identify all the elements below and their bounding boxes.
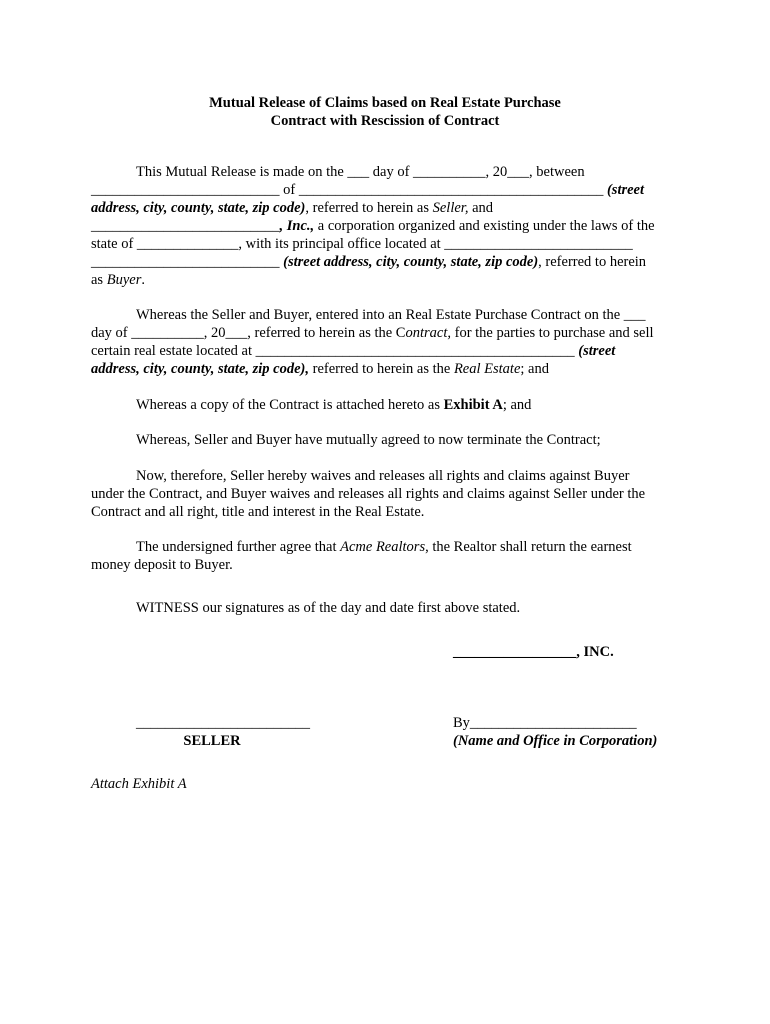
p1-blank: __________________________ bbox=[91, 218, 280, 234]
p1-text: and bbox=[468, 200, 494, 216]
p1-street-caption: (street bbox=[606, 182, 645, 198]
p2-street-caption: (street bbox=[578, 343, 616, 359]
p6-line-1 bbox=[91, 538, 681, 556]
p1-line-1: This Mutual Release is made on the ___ day of __________, 20___, between bbox=[136, 164, 585, 180]
p3-text: ; and bbox=[502, 397, 532, 413]
seller-signature-line: ________________________ bbox=[136, 715, 310, 731]
p3-text: Whereas a copy of the Contract is attached hereto as bbox=[136, 397, 444, 413]
p1-buyer-term: Buyer bbox=[106, 272, 142, 288]
paragraph-parties bbox=[91, 163, 681, 289]
p2-line-4 bbox=[91, 360, 681, 378]
p5-line-2: under the Contract, and Buyer waives and releases all rights and claims against Seller under the bbox=[91, 486, 646, 502]
p3-exhibit-term: Exhibit A bbox=[443, 397, 503, 413]
p4-line: Whereas, Seller and Buyer have mutually agreed to now terminate the Contract; bbox=[136, 432, 601, 448]
p1-seller-term: Seller, bbox=[432, 200, 469, 216]
p1-text: . bbox=[141, 272, 145, 288]
p1-line-4 bbox=[91, 217, 681, 235]
p2-address-caption: address, city, county, state, zip code), bbox=[91, 361, 310, 377]
p1-line-6 bbox=[91, 253, 681, 271]
paragraph-exhibit bbox=[91, 396, 681, 414]
p1-line-5: state of ______________, with its principal office located at __________________________ bbox=[91, 236, 633, 252]
p5-line-1: Now, therefore, Seller hereby waives and releases all rights and claims against Buyer bbox=[136, 468, 630, 484]
p6-text: The undersigned further agree that bbox=[136, 539, 341, 555]
p1-line-2 bbox=[91, 181, 681, 199]
p1-text: , referred to herein bbox=[538, 254, 647, 270]
paragraph-terminate bbox=[91, 431, 681, 449]
by-signature-line: By_______________________ bbox=[453, 715, 637, 731]
p7-line: WITNESS our signatures as of the day and date first above stated. bbox=[136, 600, 521, 616]
p1-blank: __________________________ bbox=[91, 254, 284, 270]
document-title bbox=[0, 94, 770, 130]
title-line-2: Contract with Rescission of Contract bbox=[270, 113, 500, 129]
p1-address-caption: (street address, city, county, state, zip code) bbox=[283, 254, 539, 270]
p1-inc-term: , Inc., bbox=[279, 218, 315, 234]
p6-line-2: money deposit to Buyer. bbox=[91, 557, 233, 573]
paragraph-deposit bbox=[91, 538, 681, 574]
p2-line-1: Whereas the Seller and Buyer, entered into an Real Estate Purchase Contract on the ___ bbox=[136, 307, 646, 323]
p1-address-caption: address, city, county, state, zip code) bbox=[91, 200, 306, 216]
p1-line-7 bbox=[91, 271, 681, 289]
p3-line bbox=[91, 396, 681, 414]
paragraph-release bbox=[91, 467, 681, 521]
p2-contract-term: ontract, bbox=[405, 325, 451, 341]
p2-text: ; and bbox=[520, 361, 549, 377]
p2-line-3 bbox=[91, 342, 681, 360]
p2-text: day of __________, 20___, referred to herein as the C bbox=[91, 325, 406, 341]
by-caption: (Name and Office in Corporation) bbox=[453, 733, 658, 749]
p6-realtor-name: Acme Realtors bbox=[340, 539, 426, 555]
p6-text: , the Realtor shall return the earnest bbox=[425, 539, 632, 555]
p1-text: a corporation organized and existing under the laws of the bbox=[314, 218, 655, 234]
corp-name-blank: _________________ bbox=[453, 644, 577, 660]
title-line-1: Mutual Release of Claims based on Real Estate Purchase bbox=[209, 95, 561, 111]
p2-real-estate-term: Real Estate bbox=[453, 361, 521, 377]
p2-text: referred to herein as the bbox=[309, 361, 454, 377]
p1-text: as bbox=[91, 272, 107, 288]
seller-label: SELLER bbox=[183, 733, 241, 749]
p2-line-2 bbox=[91, 324, 681, 342]
paragraph-contract bbox=[91, 306, 681, 378]
paragraph-witness bbox=[91, 599, 681, 617]
p2-text: for the parties to purchase and sell bbox=[451, 325, 654, 341]
attach-exhibit-note: Attach Exhibit A bbox=[91, 776, 187, 792]
p5-line-3: Contract and all right, title and interest in the Real Estate. bbox=[91, 504, 425, 520]
p1-blank: __________________________ of __________________________________________ bbox=[91, 182, 607, 198]
p1-text: , referred to herein as bbox=[305, 200, 433, 216]
p2-blank: certain real estate located at ____________________________________________ bbox=[91, 343, 579, 359]
p1-line-3 bbox=[91, 199, 681, 217]
corp-signature-line bbox=[453, 643, 614, 661]
corp-suffix: , INC. bbox=[576, 644, 614, 660]
